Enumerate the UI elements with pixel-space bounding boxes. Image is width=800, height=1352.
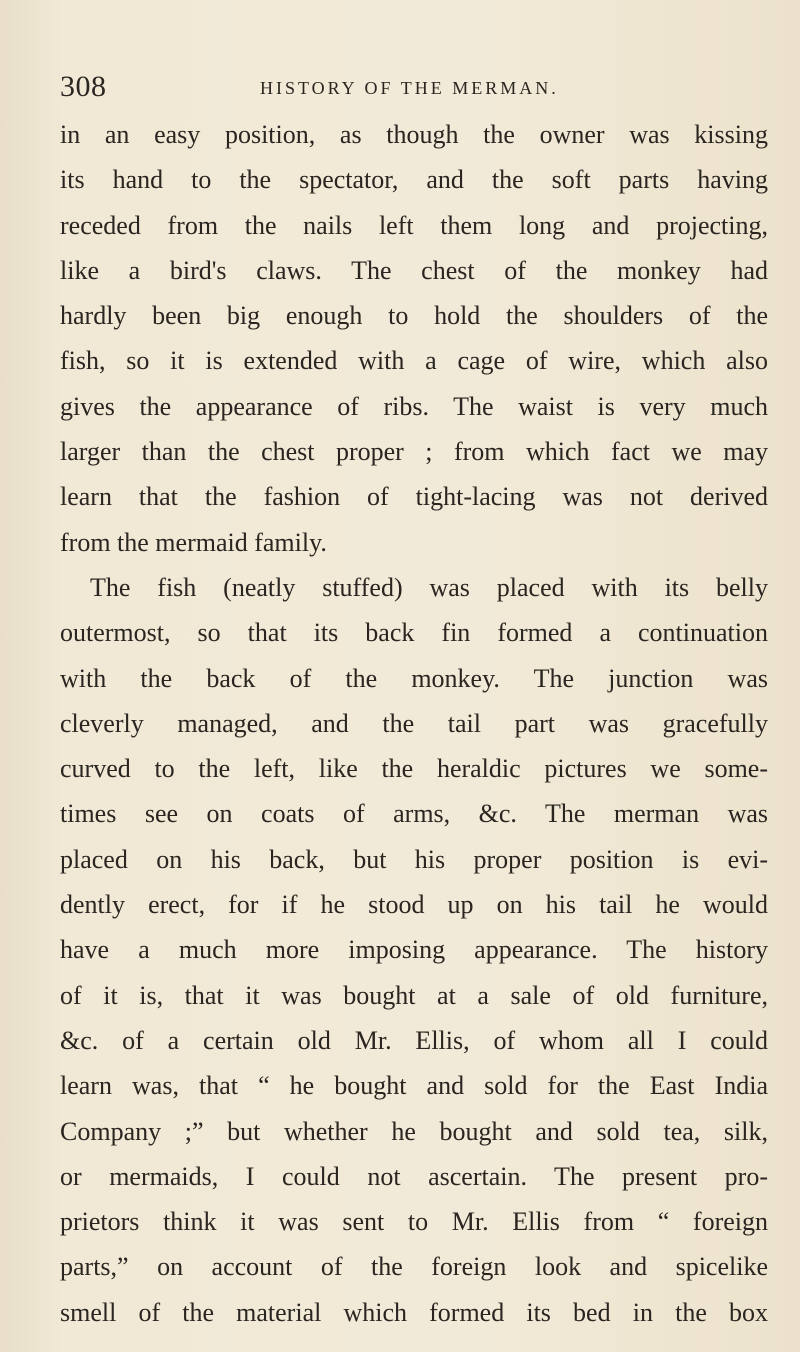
text-line: gives the appearance of ribs. The waist is very much	[60, 391, 768, 421]
text-line: curved to the left, like the heraldic pictures we some-	[60, 754, 768, 784]
text-line: dently erect, for if he stood up on his tail he would	[60, 890, 768, 920]
text-line: of it is, that it was bought at a sale of old furniture,	[60, 980, 768, 1010]
text-line: times see on coats of arms, &c. The merman was	[60, 799, 768, 829]
text-line: from the mermaid family.	[60, 527, 327, 557]
text-line: receded from the nails left them long and projecting,	[60, 210, 768, 240]
text-line: with the back of the monkey. The junction was	[60, 663, 768, 693]
text-line: cleverly managed, and the tail part was gracefully	[60, 708, 768, 738]
running-head: HISTORY OF THE MERMAN.	[260, 78, 559, 98]
text-line: its hand to the spectator, and the soft parts having	[60, 165, 768, 195]
text-line: &c. of a certain old Mr. Ellis, of whom all I could	[60, 1025, 768, 1055]
text-line: smell of the material which formed its bed in the box	[60, 1297, 768, 1327]
text-line: parts,” on account of the foreign look and spicelike	[60, 1252, 768, 1282]
text-line: in an easy position, as though the owner was kissing	[60, 120, 768, 149]
text-line: learn that the fashion of tight-lacing was not derived	[60, 482, 768, 512]
page-number: 308	[60, 70, 107, 103]
page-header	[60, 70, 760, 106]
text-line: or mermaids, I could not ascertain. The present pro-	[60, 1161, 768, 1191]
text-line: prietors think it was sent to Mr. Ellis from “ foreign	[60, 1207, 768, 1237]
text-line: learn was, that “ he bought and sold for the East India	[60, 1071, 768, 1101]
text-line: like a bird's claws. The chest of the monkey had	[60, 255, 768, 285]
text-line: larger than the chest proper ; from which fact we may	[60, 437, 768, 467]
text-line: hardly been big enough to hold the shoulders of the	[60, 301, 768, 331]
text-line: fish, so it is extended with a cage of wire, which also	[60, 346, 768, 376]
text-line: Company ;” but whether he bought and sold tea, silk,	[60, 1116, 768, 1146]
text-line: The fish (neatly stuffed) was placed with its belly	[90, 572, 768, 602]
text-line: placed on his back, but his proper position is evi-	[60, 844, 768, 874]
text-line: outermost, so that its back fin formed a continuation	[60, 618, 768, 648]
body-text	[60, 112, 768, 1335]
text-line: have a much more imposing appearance. The history	[60, 935, 768, 965]
